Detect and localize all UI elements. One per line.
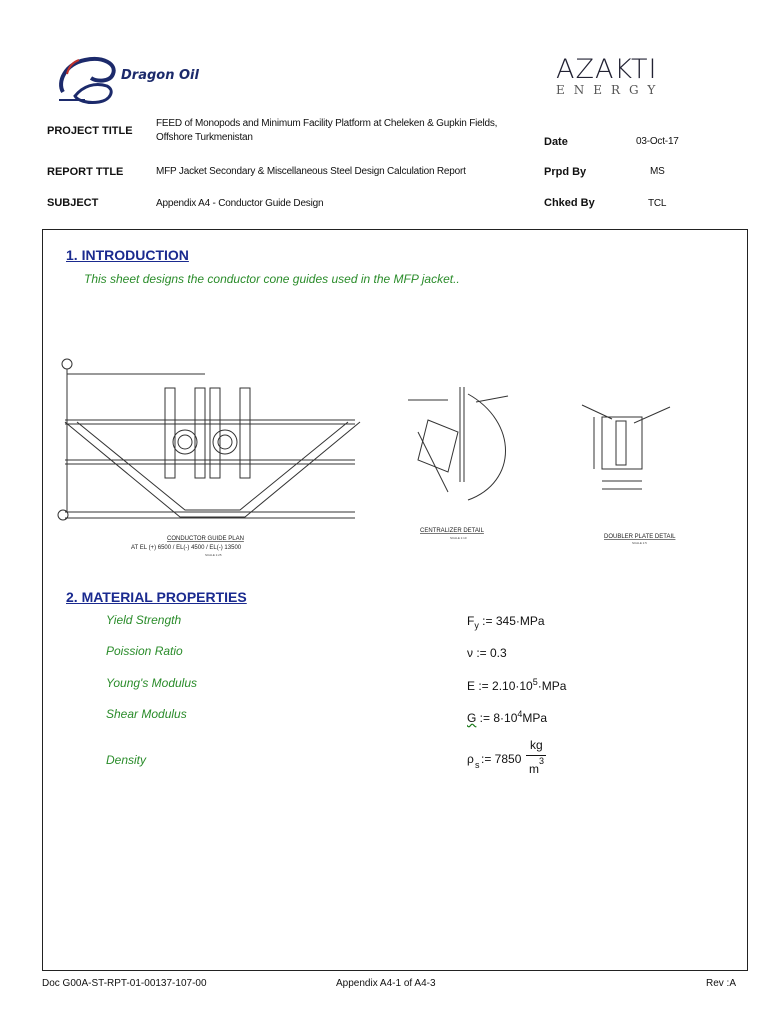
rho-subscript: s (475, 760, 480, 770)
density-unit-exponent: 3 (539, 756, 545, 766)
report-title-value: MFP Jacket Secondary & Miscellaneous Steel Design Calculation Report (156, 166, 466, 177)
azakti-logo (556, 54, 686, 104)
checked-by-label: Chked By (544, 197, 595, 209)
material-properties-heading: 2. MATERIAL PROPERTIES (66, 589, 247, 605)
centralizer-scale: SCALE 1:10 (450, 536, 467, 540)
e-unit: ·MPa (537, 679, 567, 693)
density-formula (467, 738, 587, 782)
azakti-wordmark: AZAKTI (556, 54, 658, 85)
e-exponent: 5 (532, 677, 538, 687)
g-symbol: G (467, 711, 477, 725)
g-unit: MPa (522, 711, 548, 725)
conductor-guide-plan-drawing (55, 352, 375, 557)
date-value: 03-Oct-17 (636, 136, 679, 147)
doubler-plate-detail-drawing (572, 395, 722, 555)
doubler-caption: DOUBLER PLATE DETAIL (604, 534, 676, 540)
density-unit-numerator: kg (530, 738, 543, 752)
footer-revision: Rev :A (706, 978, 737, 989)
azakti-energy-wordmark: ENERGY (556, 83, 665, 97)
centralizer-caption: CENTRALIZER DETAIL (420, 528, 484, 534)
fy-value: := 345·MPa (478, 614, 545, 628)
dragon-oil-logo (55, 52, 225, 106)
rho-symbol: ρ (467, 752, 474, 766)
e-lhs: E := 2.10·10 (467, 679, 533, 693)
dragon-oil-name: Dragon Oil (121, 68, 199, 83)
shear-modulus-label: Shear Modulus (106, 707, 187, 721)
density-label: Density (106, 753, 147, 767)
yield-strength-formula (467, 614, 545, 630)
prepared-by-value: MS (650, 166, 665, 177)
footer-page-number: Appendix A4-1 of A4-3 (336, 978, 436, 989)
poisson-ratio-formula: ν := 0.3 (467, 646, 507, 660)
youngs-modulus-label: Young's Modulus (106, 676, 198, 690)
subject-label: SUBJECT (47, 197, 99, 209)
shear-modulus-formula (467, 709, 547, 725)
introduction-text: This sheet designs the conductor cone guides used in the MFP jacket.. (84, 272, 460, 286)
plan-scale: SCALE 1:25 (205, 553, 222, 557)
introduction-heading: 1. INTRODUCTION (66, 247, 189, 263)
prepared-by-label: Prpd By (544, 166, 587, 178)
report-title-label: REPORT TTLE (47, 166, 124, 178)
checked-by-value: TCL (648, 198, 667, 209)
date-label: Date (544, 136, 568, 148)
rho-value: := 7850 (481, 752, 522, 766)
doubler-scale: SCALE 1:5 (632, 541, 647, 545)
project-title-value-line1: FEED of Monopods and Minimum Facility Platform at Cheleken & Gupkin Fields, (156, 118, 498, 129)
plan-caption-2: AT EL (+) 6500 / EL(-) 4500 / EL(-) 13500 (131, 545, 242, 551)
poisson-ratio-label: Poission Ratio (106, 644, 183, 658)
fy-symbol: F (467, 614, 475, 628)
subject-value: Appendix A4 - Conductor Guide Design (156, 198, 324, 209)
centralizer-detail-drawing (388, 382, 528, 552)
footer-doc-number: Doc G00A-ST-RPT-01-00137-107-00 (42, 978, 207, 989)
fy-subscript: y (474, 620, 479, 631)
project-title-label: PROJECT TITLE (47, 125, 133, 137)
dragon-emblem-icon (55, 52, 125, 106)
yield-strength-label: Yield Strength (106, 613, 182, 627)
plan-caption-1: CONDUCTOR GUIDE PLAN (167, 536, 244, 542)
g-exponent: 4 (517, 709, 523, 719)
g-mid: := 8·10 (476, 711, 518, 725)
project-title-value-line2: Offshore Turkmenistan (156, 132, 253, 143)
youngs-modulus-formula (467, 677, 566, 693)
density-unit-denominator: m (529, 762, 539, 776)
